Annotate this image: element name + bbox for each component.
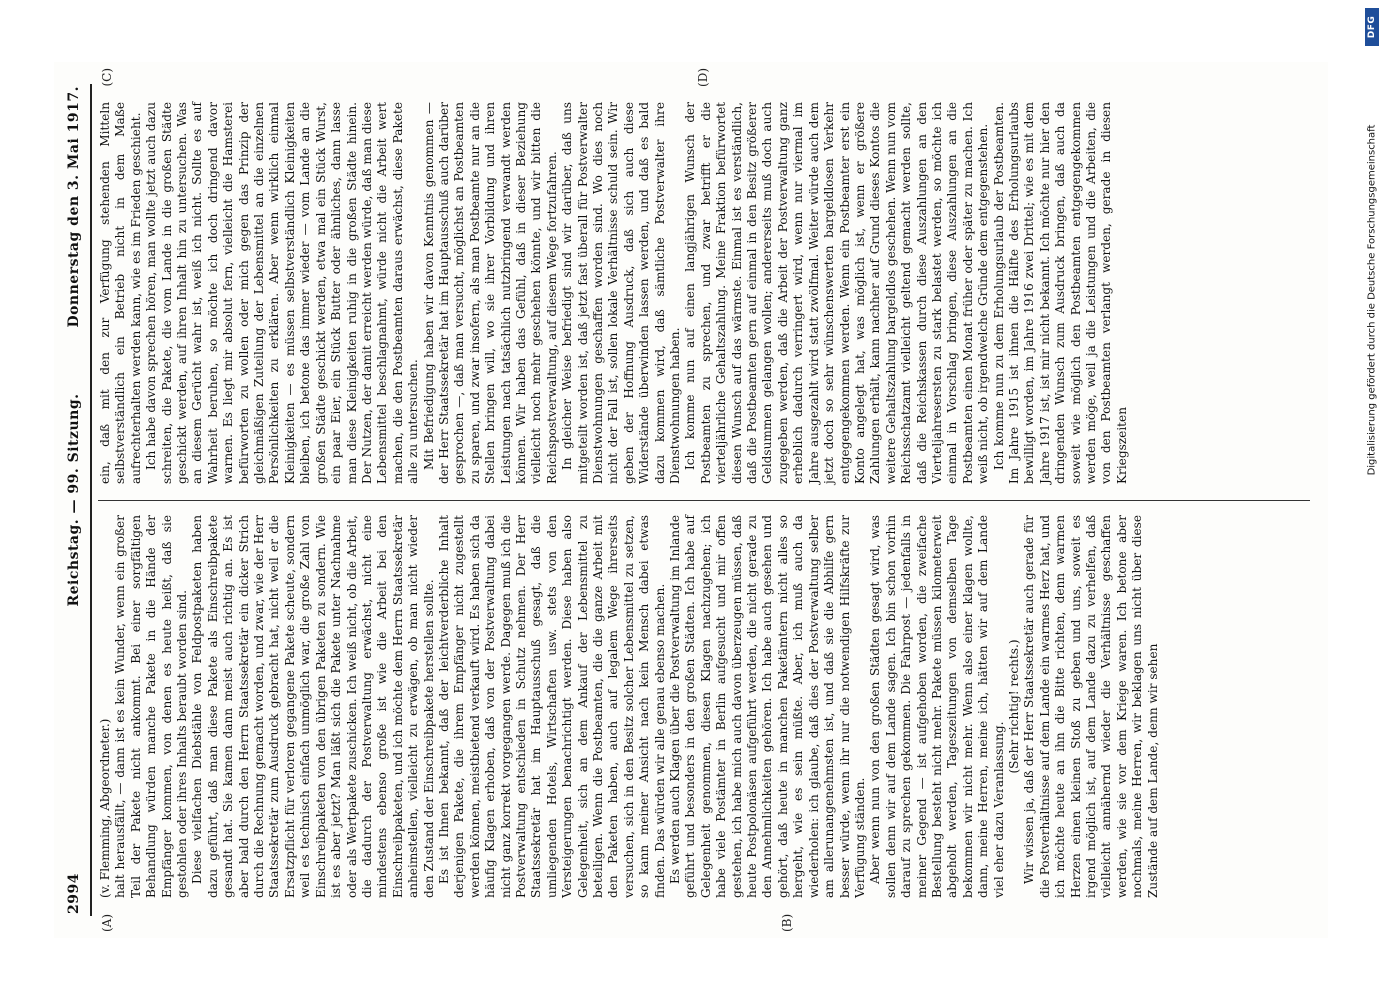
paragraph: halt herausfällt, — dann ist es kein Wunder, wenn ein großer Teil der Pakete nicht ankommt. Bei einer sorgfältigen Behandlung würden manche Pakete in die Hände der Empfänger kommen, von denen es heute heißt, daß sie gestohlen oder ihres Inhalts beraubt worden sind. [113, 515, 190, 898]
paragraph: Diese vielfachen Diebstähle von Feldpostpaketen haben dazu geführt, daß man diese Pakete als Einschreibpakete gesandt hat. Sie kamen dann meist auch richtig an. Es ist aber bald durch den Herrn Staatssekretär ein dicker Strich durch die Rechnung gemacht worden, und zwar, wie der Herr Staatssekretär zum Ausdruck gebracht hat, nicht weil er die Ersatzpflicht für verloren gegangene Pakete scheute, sondern weil es technisch einfach unmöglich war, die große Zahl von Einschreibpaketen von den übrigen Paketen zu sondern. Wie ist es aber jetzt? Man läßt sich die Pakete unter Nachnahme oder als Wertpakete zuschicken. Ich weiß nicht, ob die Arbeit, die dadurch der Postverwaltung erwächst, nicht eine mindestens ebenso große ist wie die Arbeit bei den Einschreibpaketen, und ich möchte dem Herrn Staatssekretär anheimstellen, vielleicht zu erwägen, ob man nicht wieder den Zustand der Einschreibpakete herstellen sollte. [190, 515, 436, 898]
paragraph: Wir wissen ja, daß der Herr Staatssekretär auch gerade für die Postverhältnisse auf dem Lande ein warmes Herz hat, und ich möchte heute an ihn die Bitte richten, denn warmen Herzen einen kleinen Stoß zu geben und uns, soweit es irgend möglich ist, auf dem Lande dazu zu verhelfen, daß vielleicht annähernd wieder die Verhältnisse geschaffen werden, wie sie vor dem Kriege waren. Ich betone aber nochmals, meine Herren, wir beklagen uns nicht über diese Zustände auf dem Lande, denn wir sehen [1022, 515, 1160, 898]
rotated-page [54, 62, 1328, 938]
margin-letter-a: (A) [100, 913, 114, 932]
margin-letter-b: (B) [780, 913, 794, 932]
speaker-line: (v. Flemming, Abgeordneter.) [98, 718, 112, 898]
credit-text: Digitalisierung gefördert durch die Deutsche Forschungsgemeinschaft [1366, 124, 1378, 476]
paragraph: ein, daß mit den zur Verfügung stehenden Mitteln selbstverständlich ein Betrieb nicht in dem Maße aufrechterhalten werden kann, wie es im Frieden geschieht. [98, 102, 143, 484]
margin-letter-c: (C) [100, 68, 114, 87]
interjection: (Sehr richtig! rechts.) [1006, 639, 1021, 774]
text-columns [98, 68, 1310, 932]
paragraph: In gleicher Weise befriedigt sind wir darüber, daß uns mitgeteilt worden ist, daß jetzt fast überall für Postverwalter Dienstwohnungen geschaffen worden sind. Wo dies noch nicht der Fall ist, sollen lokale Verhältnisse schuld sein. Wir geben der Hoffnung Ausdruck, daß sich auch diese Widerstände überwinden lassen werden, und daß es bald dazu kommen wird, daß sämtliche Postverwalter ihre Dienstwohnungen haben. [560, 102, 683, 484]
paragraph: Ich habe davon sprechen hören, man wollte jetzt auch dazu schreiten, die Pakete, die vom Lande in die großen Städte geschickt werden, auf ihren Inhalt hin zu untersuchen. Was an diesem Gerücht wahr ist, weiß ich nicht. Sollte es auf Wahrheit beruhen, so möchte ich doch dringend davor warnen. Es liegt mir absolut fern, vielleicht die Hamsterei befürworten zu wollen oder mich gegen das Prinzip der gleichmäßigen Zuteilung der Lebensmittel an die einzelnen Persönlichkeiten zu erklären. Aber wenn wirklich einmal Kleinigkeiten — es müssen selbstverständlich Kleinigkeiten bleiben, ich betone das immer wieder — vom Lande an die großen Städte geschickt werden, etwa mal ein Stück Wurst, ein paar Eier, ein Stück Butter oder ähnliches, dann lasse man diese Kleinigkeiten ruhig in die großen Städte hinein. Der Nutzen, der damit erreicht werden würde, daß man diese Lebensmittel beschlagnahmt, würde nicht die Arbeit wert machen, die den Postbeamten daraus erwächst, diese Pakete alle zu untersuchen. [144, 102, 421, 484]
dfg-logo-text: DFG [1367, 15, 1377, 39]
digitisation-credit [1361, 0, 1383, 1000]
right-column [98, 68, 1310, 500]
paragraph: Es ist Ihnen bekannt, daß der leichtverderbliche Inhalt derjenigen Pakete, die ihrem Empfänger nicht zugestellt werden können, meistbietend verkauft wird. Es haben sich da häufig Klagen erhoben, daß von der Postverwaltung dabei nicht ganz korrekt vorgegangen werde. Dagegen muß ich die Postverwaltung entschieden in Schutz nehmen. Der Herr Staatssekretär hat im Hauptausschuß gesagt, daß die umliegenden Hotels, Wirtschaften usw. stets von den Versteigerungen benachrichtigt werden. Diese haben also Gelegenheit, sich an dem Ankauf der Lebensmittel zu beteiligen. Wenn die Postbeamten, die die ganze Arbeit mit den Paketen haben, auch auf legalem Wege ihrerseits versuchen, sich in den Besitz solcher Lebensmittel zu setzen, so kann meiner Ansicht nach kein Mensch dabei etwas finden. Das würden wir alle genau ebenso machen. [436, 515, 667, 898]
session-title: Reichstag. — 99. Sitzung. [66, 393, 82, 607]
left-column [98, 500, 1310, 932]
header-rule [90, 84, 92, 916]
dfg-logo [1365, 8, 1379, 46]
paragraph: Ich komme nun zu dem Erholungsurlaub der Postbeamten. Im Jahre 1915 ist ihnen die Hälfte des Erholungsurlaubs bewilligt worden, im Jahre 1916 zwei Drittel; wie es mit dem Jahre 1917 ist, ist mir nicht bekannt. Ich möchte nur hier den dringenden Wunsch zum Ausdruck bringen, daß auch da soweit wie möglich den Postbeamten entgegengekommen werden möge, weil ja die Leistungen und die Arbeiten, die von den Postbeamten verlangt werden, gerade in diesen Kriegszeiten [991, 102, 1129, 484]
paragraph: Ich komme nun auf einen langjährigen Wunsch der Postbeamten zu sprechen, und zwar betrifft er die vierteljährliche Gehaltszahlung. Meine Fraktion befürwortet diesen Wunsch auf das wärmste. Einmal ist es verständlich, daß die Postbeamten gern auf einmal in den Besitz größerer Geldsummen gelangen wollen; andererseits muß doch auch zugegeben werden, daß die Arbeit der Postverwaltung ganz erheblich dadurch verringert wird, wenn nur viermal im Jahre ausgezahlt wird statt zwölfmal. Weiter würde auch dem jetzt doch so sehr wünschenswerten bargeldlosen Verkehr entgegengekommen werden. Wenn ein Postbeamter erst ein Konto angelegt hat, was möglich ist, wenn er größere Zahlungen erhält, kann nachher auf Grund dieses Kontos die weitere Gehaltszahlung bargeldlos geschehen. Wenn nun vom Reichsschatzamt vielleicht geltend gemacht werden sollte, daß die Reichskassen durch diese Auszahlungen an den Vierteljahresersten zu stark belastet werden, so möchte ich einmal in Vorschlag bringen, diese Auszahlungen an die Postbeamten einen Monat früher oder später zu machen. Ich weiß nicht, ob irgendwelche Gründe dem entgegenstehen. [683, 102, 991, 484]
paragraph: Mit Befriedigung haben wir davon Kenntnis genommen — der Herr Staatssekretär hat im Hauptausschuß auch darüber gesprochen —, daß man versucht, möglichst an Postbeamten zu sparen, und zwar insofern, als man Postbeamte nur an die Stellen bringen will, wo sie ihrer Vorbildung und ihren Leistungen nach tatsächlich nutzbringend verwandt werden können. Wir haben das Gefühl, daß in dieser Beziehung vielleicht noch mehr geschehen könnte, und wir bitten die Reichspostverwaltung, auf diesem Wege fortzufahren. [421, 102, 559, 484]
session-date: Donnerstag den 3. Mai 1917. [66, 86, 82, 328]
page-header [62, 84, 88, 916]
paragraph: Es werden auch Klagen über die Postverwaltung im Inlande geführt und besonders in den großen Städten. Ich habe auf Gelegenheit genommen, diesen Klagen nachzugehen; ich habe viele Postämter in Berlin aufgesucht und mir offen gestehen, ich habe mich auch davon überzeugen müssen, daß heute Postpolonäsen aufgeführt werden, die nicht gerade zu den Annehmlichkeiten gehören. Ich habe auch gesehen und gehört, daß heute in manchen Paketämtern nicht alles so hergeht, wie es sein müßte. Aber, ich muß auch da wiederholen: ich glaube, daß dies der Postverwaltung selber am allerunangenehmsten ist, und daß sie die Abhilfe gern besser würde, wenn ihr nur die notwendigen Hilfskräfte zur Verfügung ständen. [668, 515, 867, 898]
paragraph: Aber wenn nun von den großen Städten gesagt wird, was sollen denn wir auf dem Lande sagen. Ich bin schon vorhin darauf zu sprechen gekommen. Die Fahrpost — jedenfalls in meiner Gegend — ist aufgehoben worden, die zweifache Bestellung besteht nicht mehr. Pakete müssen kilometerweit abgeholt werden, Tageszeitungen von demselben Tage bekommen wir nicht mehr. Wenn also einer klagen wollte, dann, meine Herren, meine ich, hätten wir auf dem Lande viel eher dazu Veranlassung. [868, 515, 1006, 898]
margin-letter-d: (D) [696, 68, 710, 87]
page-number: 2994 [66, 873, 82, 914]
